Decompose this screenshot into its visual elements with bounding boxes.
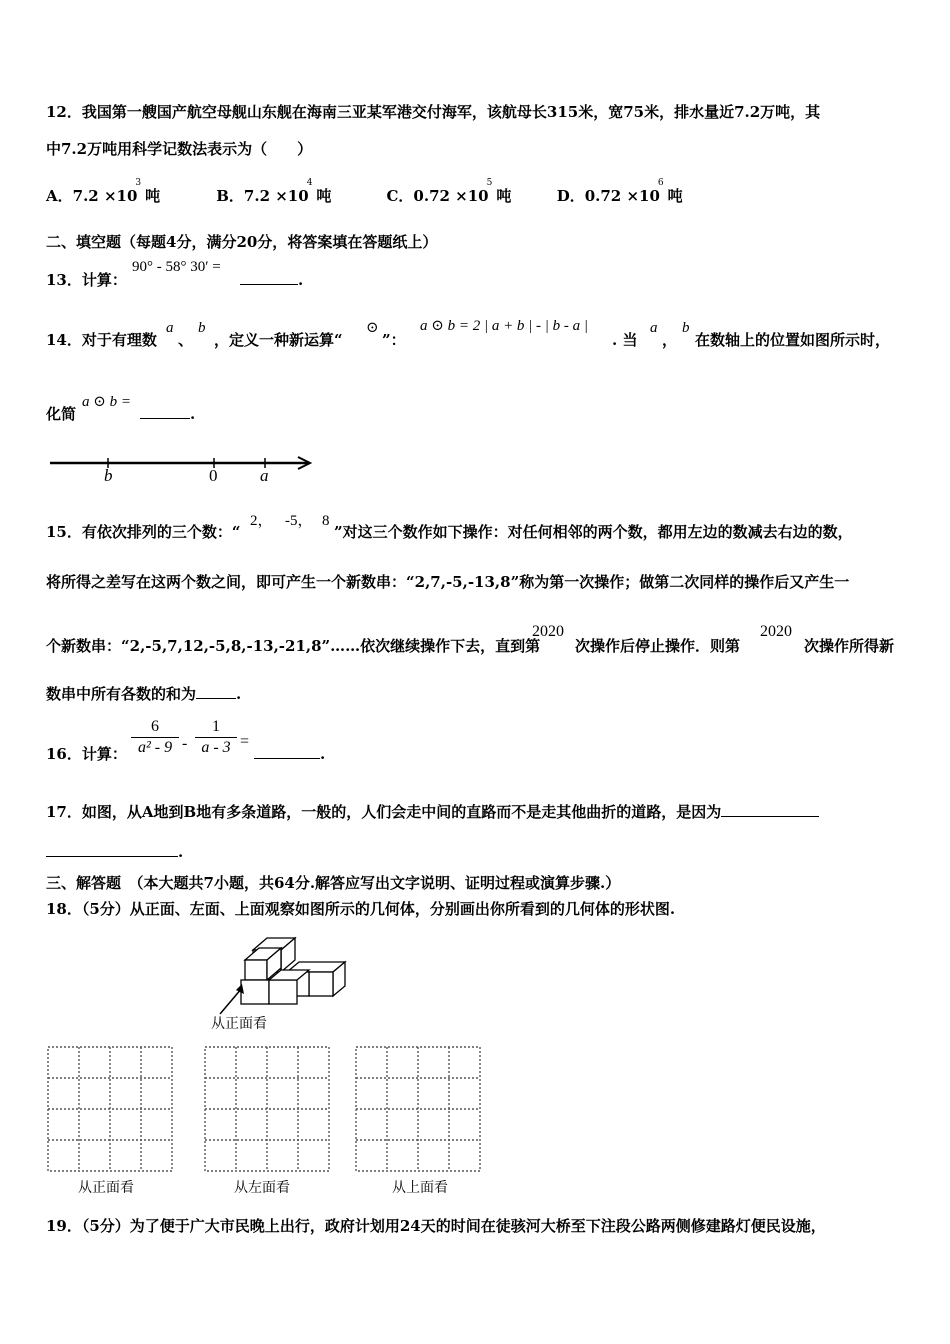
q15-year2: 2020 bbox=[760, 623, 792, 640]
q16-prefix: 16．计算： bbox=[46, 745, 127, 763]
q15-n3: 8 bbox=[322, 513, 330, 529]
q13-expression: 90° - 58° 30′ = bbox=[132, 259, 221, 275]
q14-var-b2: b bbox=[682, 320, 690, 336]
q14-line2-prefix: 化简 bbox=[46, 405, 77, 423]
q14-definition: a ⊙ b = 2 | a + b | - | b - a | bbox=[420, 318, 589, 334]
option-b-exp: 4 bbox=[306, 178, 313, 188]
q16-f1-num: 6 bbox=[151, 718, 159, 735]
q16-minus: - bbox=[182, 735, 188, 752]
q15-prefix: 15．有依次排列的三个数：“ bbox=[46, 523, 241, 541]
q15-line4 bbox=[46, 684, 241, 704]
grid-left[interactable] bbox=[203, 1045, 333, 1175]
grid-caption-front: 从正面看 bbox=[78, 1180, 134, 1196]
q16-end: . bbox=[320, 745, 326, 763]
q17-text: 17．如图，从A地到B地有多条道路，一般的，人们会走中间的直路而不是走其他曲折的道路，是因为 bbox=[46, 803, 722, 821]
q17-answer-blank-1[interactable] bbox=[721, 802, 819, 817]
option-c-exp: 5 bbox=[486, 178, 493, 188]
grid-front[interactable] bbox=[46, 1045, 176, 1175]
q13-answer bbox=[240, 270, 303, 290]
q18-text: 18．（5分）从正面、左面、上面观察如图所示的几何体，分别画出你所看到的几何体的形状图. bbox=[46, 900, 676, 918]
arrow-caption: 从正面看 bbox=[211, 1016, 267, 1032]
q14-var-a2: a bbox=[650, 320, 658, 336]
option-c-label: C．0.72 ×10 bbox=[386, 187, 489, 205]
option-a-label: A．7.2 ×10 bbox=[46, 187, 138, 205]
q12-option-d[interactable] bbox=[556, 178, 683, 209]
q15-end: . bbox=[236, 685, 242, 703]
axis-label-b: b bbox=[104, 466, 113, 485]
axis-label-0: 0 bbox=[209, 466, 218, 485]
q12-option-c[interactable] bbox=[386, 178, 551, 209]
option-d-label: D．0.72 ×10 bbox=[556, 187, 660, 205]
q15-line3b: 次操作后停止操作．则第 bbox=[575, 637, 741, 655]
grid-top[interactable] bbox=[354, 1045, 484, 1175]
q17-line2 bbox=[46, 842, 183, 862]
q14-prefix: 14．对于有理数 bbox=[46, 331, 157, 349]
option-d-exp: 6 bbox=[657, 178, 664, 188]
q16-fraction-1 bbox=[131, 718, 179, 757]
q13-end: . bbox=[298, 271, 304, 289]
q15-line1-tail: ”对这三个数作如下操作：对任何相邻的两个数，都用左边的数减去右边的数， bbox=[334, 523, 853, 541]
option-b-label: B．7.2 ×10 bbox=[216, 187, 309, 205]
q13-prefix: 13．计算： bbox=[46, 271, 127, 289]
q12-option-a[interactable] bbox=[46, 178, 211, 209]
q16-answer bbox=[254, 744, 325, 764]
q14-sep: 、 bbox=[178, 331, 194, 349]
fraction-bar bbox=[195, 737, 237, 738]
q16-f2-num: 1 bbox=[212, 718, 220, 735]
q15-n2: -5， bbox=[285, 513, 313, 529]
q15-answer-blank[interactable] bbox=[196, 684, 236, 699]
q16-answer-blank[interactable] bbox=[254, 744, 320, 759]
q14-var-a: a bbox=[166, 320, 174, 336]
q15-year1: 2020 bbox=[532, 623, 564, 640]
q13-answer-blank[interactable] bbox=[240, 270, 298, 285]
q12-line2: 中7.2万吨用科学记数法表示为（ ） bbox=[46, 140, 313, 158]
q15-line4-text: 数串中所有各数的和为 bbox=[46, 685, 197, 703]
q16-f1-den: a² - 9 bbox=[137, 739, 173, 756]
q17-end: . bbox=[178, 843, 184, 861]
q14-mid2: ”： bbox=[382, 331, 406, 349]
q14-mid: ，定义一种新运算“ bbox=[214, 331, 343, 349]
q13 bbox=[46, 270, 127, 290]
q15-n1: 2， bbox=[250, 513, 273, 529]
q12-line1: 12．我国第一艘国产航空母舰山东舰在海南三亚某军港交付海军，该航母长315米，宽75米，排水量近7.2万吨，其 bbox=[46, 103, 821, 121]
q16-fraction-2 bbox=[195, 718, 237, 757]
q14-var-b: b bbox=[198, 320, 206, 336]
q12-options bbox=[46, 178, 683, 209]
q16-equals: = bbox=[240, 733, 250, 750]
q14-answer bbox=[140, 404, 195, 424]
option-c-unit: 吨 bbox=[496, 187, 512, 205]
q14-operator: ⊙ bbox=[366, 320, 379, 336]
fraction-bar bbox=[131, 737, 179, 738]
grid-caption-top: 从上面看 bbox=[392, 1180, 448, 1196]
section2-heading: 二、填空题（每题4分，满分20分，将答案填在答题纸上） bbox=[46, 233, 438, 251]
q17-line1 bbox=[46, 802, 819, 822]
option-d-unit: 吨 bbox=[667, 187, 683, 205]
section3-heading: 三、解答题 （本大题共7小题，共64分.解答应写出文字说明、证明过程或演算步骤.） bbox=[46, 874, 621, 892]
q19-text: 19．（5分）为了便于广大市民晚上出行，政府计划用24天的时间在徒骇河大桥至下注段公路两侧修建路灯便民设施， bbox=[46, 1217, 826, 1235]
q16-f2-den: a - 3 bbox=[201, 739, 231, 756]
option-b-unit: 吨 bbox=[316, 187, 332, 205]
q12-option-b[interactable] bbox=[216, 178, 381, 209]
option-a-exp: 3 bbox=[135, 178, 142, 188]
option-a-unit: 吨 bbox=[145, 187, 161, 205]
q15-line2: 将所得之差写在这两个数之间，即可产生一个新数串：“2,7,-5,-13,8”称为第一次操作；做第二次同样的操作后又产生一 bbox=[46, 573, 850, 591]
q15-n2-text: -5 bbox=[285, 513, 298, 529]
q14-answer-blank[interactable] bbox=[140, 404, 190, 419]
q14-expr2: a ⊙ b = bbox=[82, 394, 131, 410]
q14-line1 bbox=[46, 330, 157, 350]
q14-comma: ， bbox=[662, 331, 678, 349]
q15-line3c: 次操作所得新 bbox=[804, 637, 895, 655]
q14-end: . bbox=[190, 405, 196, 423]
q15-line3a: 个新数串：“2,-5,7,12,-5,8,-13,-21,8”……依次继续操作下去，直到第 bbox=[46, 637, 541, 655]
q14-tail: 在数轴上的位置如图所示时， bbox=[695, 331, 891, 349]
axis-label-a: a bbox=[260, 466, 269, 485]
q17-answer-blank-2[interactable] bbox=[46, 842, 178, 857]
q14-mid3: . 当 bbox=[612, 331, 638, 349]
q15-n1-text: 2 bbox=[250, 513, 258, 529]
grid-caption-left: 从左面看 bbox=[234, 1180, 290, 1196]
number-line bbox=[46, 450, 321, 490]
